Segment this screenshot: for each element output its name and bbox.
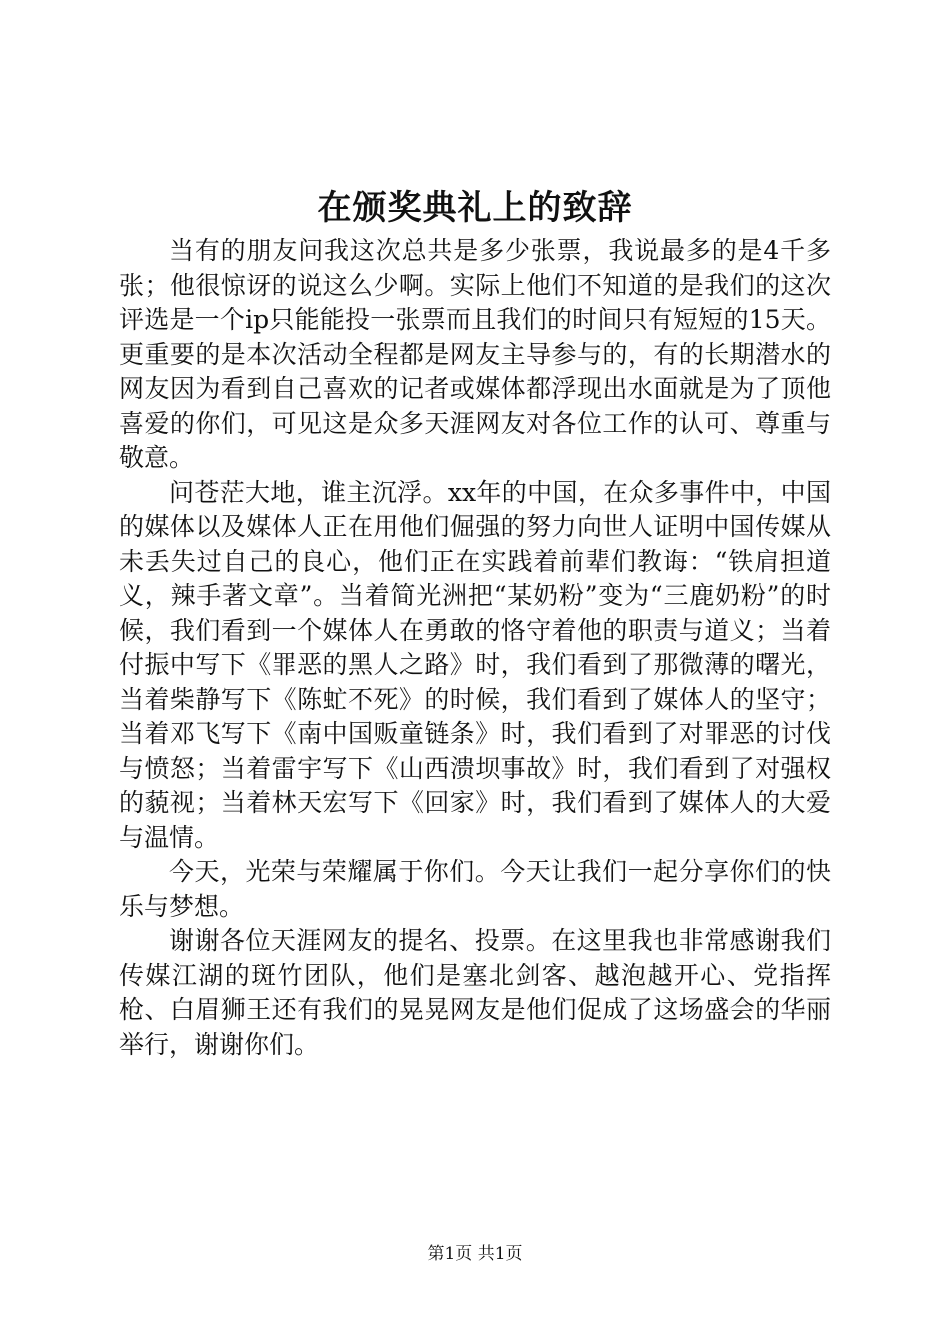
paragraph-2: 问苍茫大地，谁主沉浮。xx年的中国，在众多事件中，中国的媒体以及媒体人正在用他们倔强的努力向世人证明中国传媒从未丢失过自己的良心，他们正在实践着前辈们教诲：“铁肩担道义，辣手著文章”。当着简光洲把“某奶粉”变为“三鹿奶粉”的时候，我们看到一个媒体人在勇敢的恪守着他的职责与道义；当着付振中写下《罪恶的黑人之路》时，我们看到了那微薄的曙光，当着柴静写下《陈虻不死》的时候，我们看到了媒体人的坚守；当着邓飞写下《南中国贩童链条》时，我们看到了对罪恶的讨伐与愤怒；当着雷宇写下《山西溃坝事故》时，我们看到了对强权的藐视；当着林天宏写下《回家》时，我们看到了媒体人的大爱与温情。 [119,477,831,852]
page-number-footer: 第1页 共1页 [427,1244,523,1264]
paragraph-3: 今天，光荣与荣耀属于你们。今天让我们一起分享你们的快乐与梦想。 [119,857,831,921]
paragraph-4: 谢谢各位天涯网友的提名、投票。在这里我也非常感谢我们传媒江湖的斑竹团队，他们是塞北剑客、越泡越开心、党指挥枪、白眉狮王还有我们的晃晃网友是他们促成了这场盛会的华丽举行，谢谢你们。 [119,926,831,1059]
paragraph-1: 当有的朋友问我这次总共是多少张票，我说最多的是4千多张；他很惊讶的说这么少啊。实际上他们不知道的是我们的这次评选是一个ip只能能投一张票而且我们的时间只有短短的15天。更重要的是本次活动全程都是网友主导参与的，有的长期潜水的网友因为看到自己喜欢的记者或媒体都浮现出水面就是为了顶他喜爱的你们，可见这是众多天涯网友对各位工作的认可、尊重与敬意。 [119,236,831,472]
document-title: 在颁奖典礼上的致辞 [317,188,633,228]
document-body [119,234,831,1062]
